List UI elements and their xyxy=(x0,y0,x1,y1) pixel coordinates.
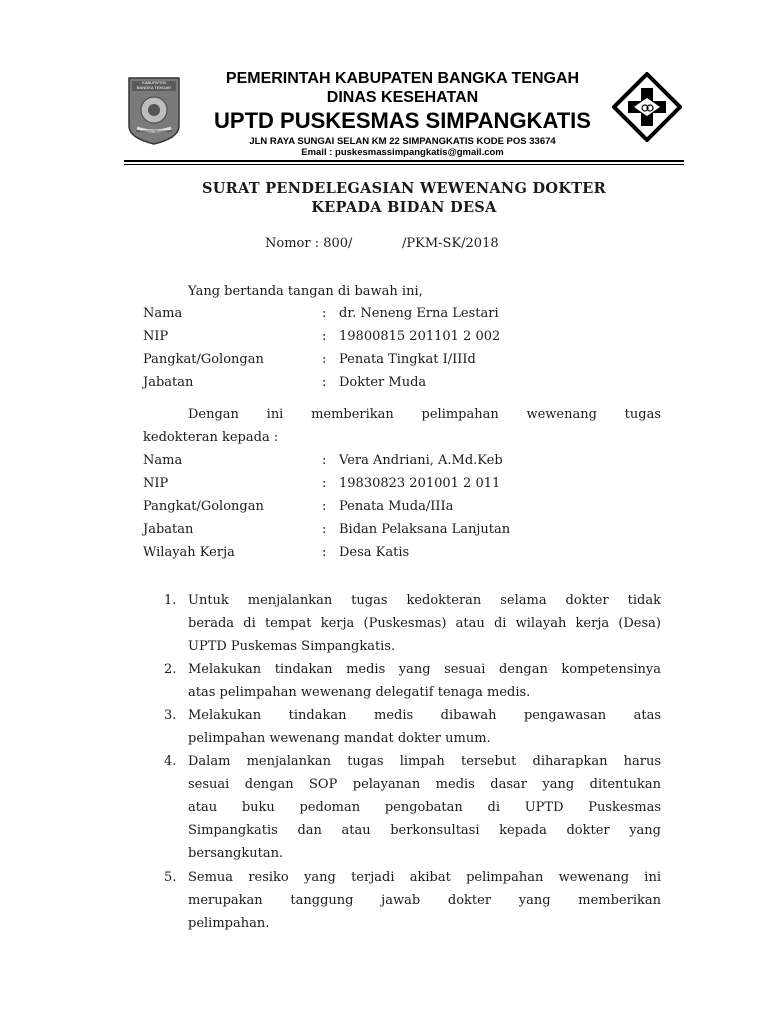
list-item-number: 5. xyxy=(164,870,177,885)
government-name: PEMERINTAH KABUPATEN BANGKA TENGAH xyxy=(225,70,580,87)
document-title: SURAT PENDELEGASIAN WEWENANG DOKTER xyxy=(201,180,607,197)
signer-nip-label: NIP xyxy=(143,329,169,344)
list-item-number: 4. xyxy=(164,754,177,769)
delegate-name-label: Nama xyxy=(143,453,183,468)
colon: : xyxy=(322,306,327,321)
document-subtitle: KEPADA BIDAN DESA xyxy=(311,199,497,216)
letterhead-rule-thin xyxy=(124,164,684,165)
delegation-text: Dengan ini memberikan pelimpahan wewenang tugas xyxy=(188,407,661,422)
department-name: DINAS KESEHATAN xyxy=(326,89,479,106)
signer-rank: Penata Tingkat I/IIId xyxy=(339,352,476,367)
logo-caption: KABUPATEN BANGKA TENGAH xyxy=(136,80,172,90)
delegate-position-label: Jabatan xyxy=(143,522,194,537)
signer-nip: 19800815 201101 2 002 xyxy=(339,329,501,344)
puskesmas-logo xyxy=(612,72,682,142)
colon: : xyxy=(322,522,327,537)
list-item-line: pelimpahan. xyxy=(188,916,270,931)
list-item-line: berada di tempat kerja (Puskesmas) atau di wilayah kerja (Desa) xyxy=(188,616,661,631)
colon: : xyxy=(322,329,327,344)
list-item-line: Dalam menjalankan tugas limpah tersebut diharapkan harus xyxy=(188,754,661,769)
signer-name: dr. Neneng Erna Lestari xyxy=(339,306,499,321)
list-item-line: atas pelimpahan wewenang delegatif tenaga medis. xyxy=(188,685,531,700)
delegate-position: Bidan Pelaksana Lanjutan xyxy=(339,522,511,537)
logo-motto: SELAWANG SEGANTANG xyxy=(135,129,173,133)
colon: : xyxy=(322,352,327,367)
colon: : xyxy=(322,453,327,468)
email: Email : puskesmassimpangkatis@gmail.com xyxy=(301,147,504,158)
list-item-line: atau buku pedoman pengobatan di UPTD Puskesmas xyxy=(188,800,661,815)
list-item-number: 2. xyxy=(164,662,177,677)
signer-name-label: Nama xyxy=(143,306,183,321)
list-item-line: Untuk menjalankan tugas kedokteran selama dokter tidak xyxy=(188,593,661,608)
intro-text: Yang bertanda tangan di bawah ini, xyxy=(188,284,423,299)
delegate-nip: 19830823 201001 2 011 xyxy=(339,476,501,491)
list-item-number: 3. xyxy=(164,708,177,723)
signer-position-label: Jabatan xyxy=(143,375,194,390)
signer-position: Dokter Muda xyxy=(339,375,427,390)
delegate-name: Vera Andriani, A.Md.Keb xyxy=(339,453,503,468)
delegate-rank: Penata Muda/IIIa xyxy=(339,499,454,514)
signer-rank-label: Pangkat/Golongan xyxy=(143,352,264,367)
address: JLN RAYA SUNGAI SELAN KM 22 SIMPANGKATIS KODE POS 33674 xyxy=(249,136,556,147)
list-item-line: Melakukan tindakan medis dibawah pengawasan atas xyxy=(188,708,661,723)
organization-name: UPTD PUSKESMAS SIMPANGKATIS xyxy=(214,108,591,133)
delegate-area: Desa Katis xyxy=(339,545,410,560)
list-item-number: 1. xyxy=(164,593,177,608)
colon: : xyxy=(322,476,327,491)
list-item-line: sesuai dengan SOP pelayanan medis dasar yang ditentukan xyxy=(188,777,661,792)
colon: : xyxy=(322,499,327,514)
delegate-area-label: Wilayah Kerja xyxy=(143,545,235,560)
list-item-line: Simpangkatis dan atau berkonsultasi kepada dokter yang xyxy=(188,823,661,838)
delegate-rank-label: Pangkat/Golongan xyxy=(143,499,264,514)
delegation-text-cont: kedokteran kepada : xyxy=(143,430,279,445)
colon: : xyxy=(322,545,327,560)
list-item-line: merupakan tanggung jawab dokter yang memberikan xyxy=(188,893,661,908)
delegate-nip-label: NIP xyxy=(143,476,169,491)
document-number: Nomor : 800/ /PKM-SK/2018 xyxy=(265,236,499,251)
list-item-line: Melakukan tindakan medis yang sesuai dengan kompetensinya xyxy=(188,662,661,677)
list-item-line: Semua resiko yang terjadi akibat pelimpahan wewenang ini xyxy=(188,870,661,885)
list-item-line: bersangkutan. xyxy=(188,846,284,861)
colon: : xyxy=(322,375,327,390)
list-item-line: UPTD Puskemas Simpangkatis. xyxy=(188,639,396,654)
letterhead-rule xyxy=(124,160,684,162)
list-item-line: pelimpahan wewenang mandat dokter umum. xyxy=(188,731,491,746)
